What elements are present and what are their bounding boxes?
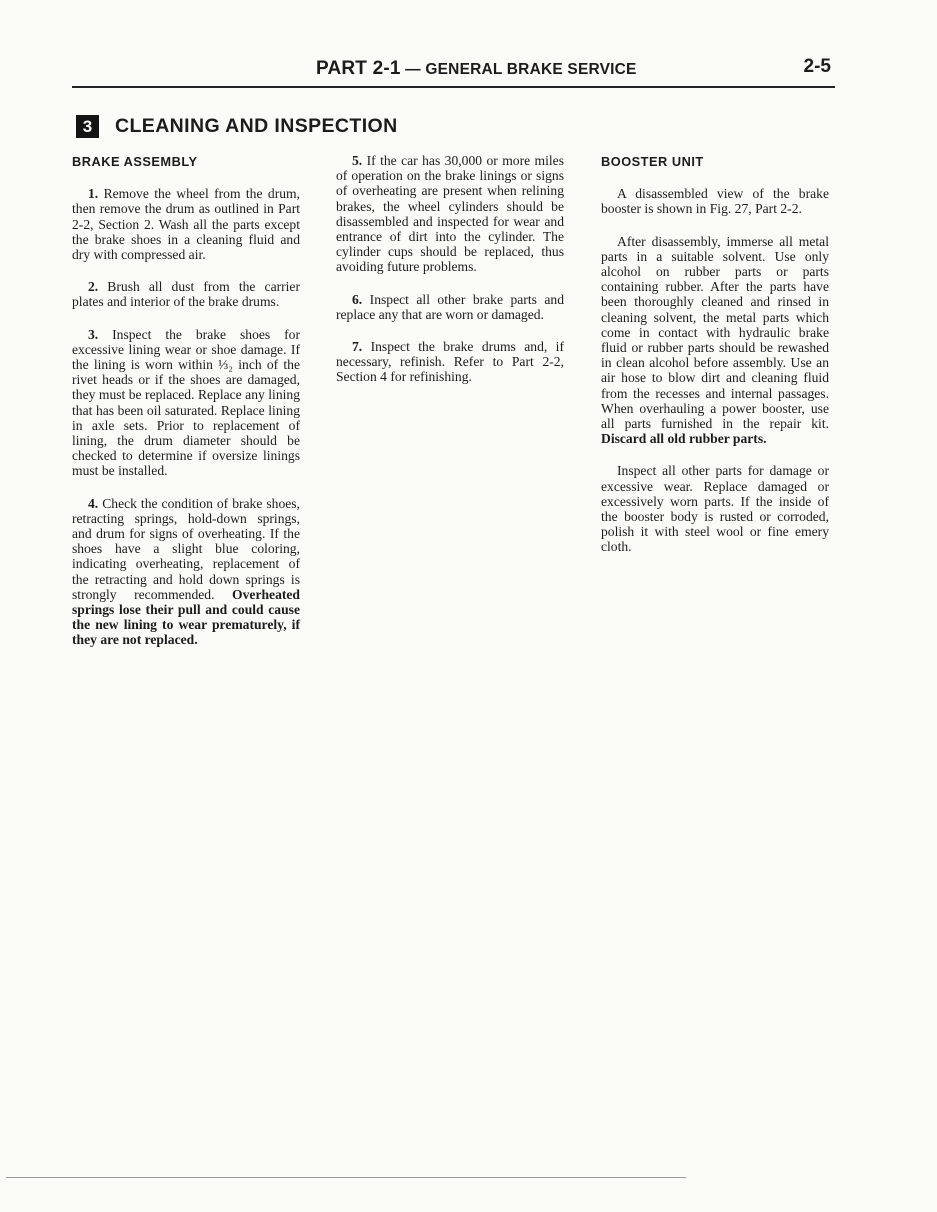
page-header [72,56,835,86]
part-subtitle: GENERAL BRAKE SERVICE [425,61,637,78]
section-heading [76,113,398,139]
booster-para-3: Inspect all other parts for damage or excessive wear. Replace damaged or excessively worn parts. If the inside of the booster body is rusted or corroded, polish it with steel wool or fine emery cloth. [601,463,829,555]
step-5 [336,153,564,275]
step-3-number: 3. [88,326,99,342]
booster-para-2 [601,234,829,447]
step-2 [72,279,300,309]
column-2 [336,153,564,402]
booster-unit-heading: BOOSTER UNIT [601,154,704,169]
step-2-text: Brush all dust from the carrier plates and interior of the brake drums. [72,279,300,310]
column-1 [72,153,300,665]
step-4 [72,496,300,648]
step-6-text: Inspect all other brake parts and replace any that are worn or damaged. [336,291,564,322]
step-7-text: Inspect the brake drums and, if necessary, refinish. Refer to Part 2-2, Section 4 for refinishing. [336,339,564,385]
step-3-text: Inspect the brake shoes for excessive lining wear or shoe damage. If the lining is worn within ⅓₂ inch of the rivet heads or if the shoes are damaged, they must be replaced. Replace any lining that has been oil saturated. Replace lining in axle sets. Prior to replacement of lining, the drum diameter should be checked to determine if oversize linings must be installed. [72,326,300,479]
page-number: 2-5 [803,56,831,77]
step-1 [72,186,300,262]
booster-para-1: A disassembled view of the brake booster is shown in Fig. 27, Part 2-2. [601,186,829,217]
step-2-number: 2. [88,279,99,295]
step-1-number: 1. [88,186,99,202]
booster-para-2-warning: Discard all old rubber parts. [601,431,767,447]
section-number-badge: 3 [76,115,99,138]
step-5-number: 5. [352,153,363,168]
step-7-number: 7. [352,339,363,355]
running-title [316,58,637,80]
booster-para-2-text: After disassembly, immerse all metal parts in a suitable solvent. Use only alcohol on rubber parts or parts containing rubber. After the parts have been thoroughly cleaned and rinsed in cleaning solvent, the metal parts which come in contact with hydraulic brake fluid or rubber parts should be rewashed in clean alcohol before assembly. Use an air hose to blow dirt and cleaning fluid from the recesses and internal passages. When overhauling a power booster, use all parts furnished in the repair kit. [601,233,829,432]
step-1-text: Remove the wheel from the drum, then remove the drum as outlined in Part 2-2, Section 2. Wash all the parts except the brake shoes in a cleaning fluid and dry with compressed air. [72,186,300,263]
title-dash: — [400,61,426,78]
step-6-number: 6. [352,291,363,307]
step-4-text: Check the condition of brake shoes, retracting springs, hold-down springs, and drum for signs of overheating. If the shoes have a slight blue coloring, indicating overheating, replacement of the retracting and hold down springs is strongly recommended. [72,495,300,602]
step-4-number: 4. [88,495,99,511]
step-3 [72,327,300,479]
step-4-warning: Overheated springs lose their pull and could cause the new lining to wear prematurely, if they are not replaced. [72,586,300,648]
brake-assembly-heading: BRAKE ASSEMBLY [72,154,198,169]
header-rule [72,86,835,88]
footer-rule [6,1177,686,1178]
column-3 [601,153,829,572]
step-5-text: If the car has 30,000 or more miles of operation on the brake linings or signs of overheating are present when relining brakes, the wheel cylinders should be disassembled and inspected for wear and entrance of dirt into the cylinder. The cylinder cups should be replaced, thus avoiding future problems. [336,153,564,275]
step-6 [336,292,564,322]
section-title: CLEANING AND INSPECTION [115,114,398,137]
part-title: PART 2-1 [316,58,401,79]
step-7 [336,339,564,385]
